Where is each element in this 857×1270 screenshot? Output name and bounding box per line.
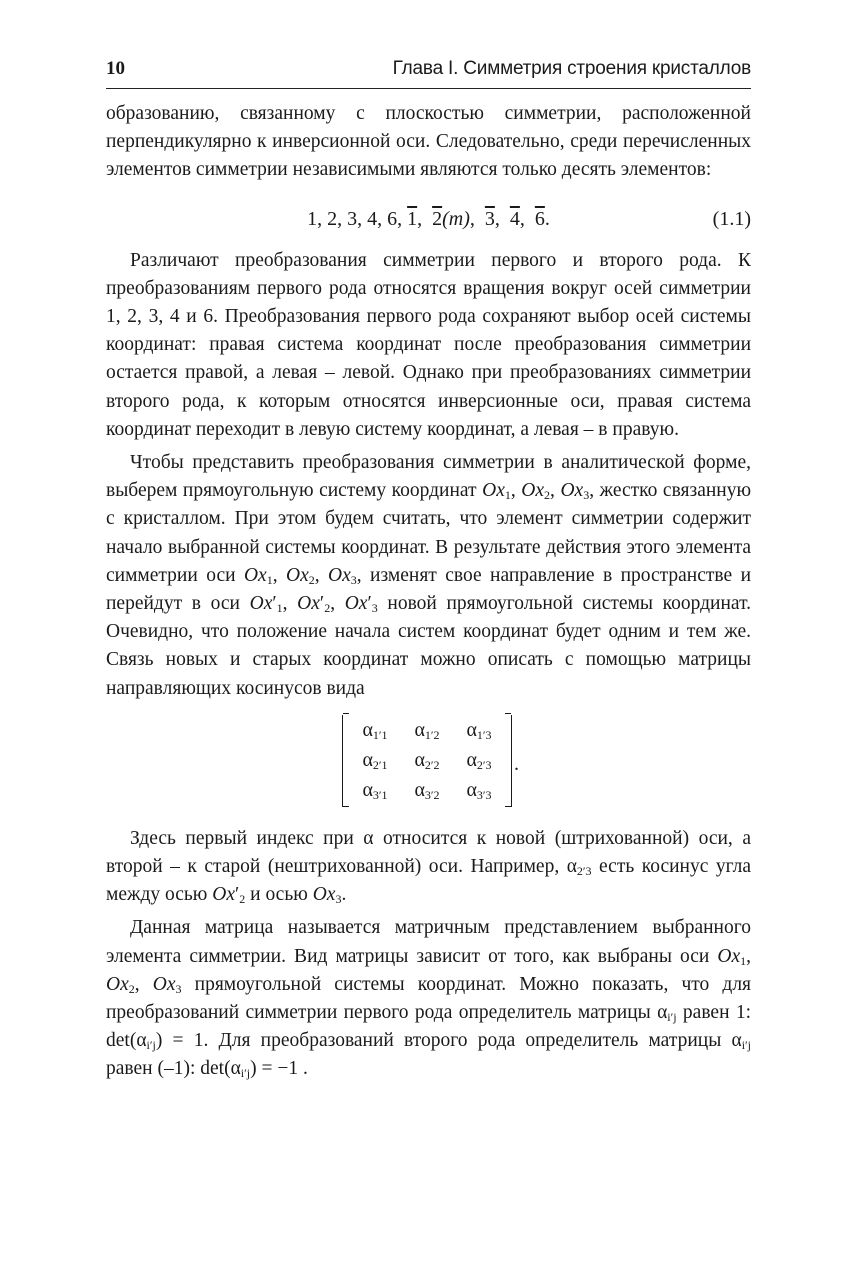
chapter-title: Глава I. Симметрия строения кристаллов bbox=[392, 58, 751, 79]
matrix-cell: $\alpha_{3'1}$ bbox=[362, 778, 388, 802]
matrix-cell: $\alpha_{1'3}$ bbox=[466, 718, 492, 742]
equation-bar-2: 2 bbox=[432, 207, 443, 230]
matrix-row-2 bbox=[343, 745, 511, 775]
paragraph-2: Различают преобразования симметрии первого и второго рода. К преобразованиям первого рода относятся вращения вокруг осей симметрии 1, 2, 3, 4 и 6. Преобразования первого рода сохраняют выбор осей системы координат: правая система координат после преобразования симметрии остается правой, а левая – левой. Однако при преобразованиях симметрии второго рода, к которым относятся инверсионные оси, правая система координат переходит в левую систему координат, а левая – в правую. bbox=[106, 249, 751, 440]
equation-bar-3: 3 bbox=[484, 207, 495, 230]
equation-bar-1: 1 bbox=[407, 207, 418, 230]
paragraph-5-part-e: равен (–1): bbox=[106, 1058, 196, 1080]
paragraph-3-part-a: Чтобы представить преобразования симметрии в аналитической форме, выберем прямоугольную систему координат bbox=[106, 452, 751, 502]
running-header bbox=[106, 58, 751, 89]
equation-1-1: 1, 2, 3, 4, 6, 1, 2(m), 3, 4, 6. (1.1) bbox=[106, 191, 751, 247]
paragraph-4-part-b: есть косинус угла между осью bbox=[106, 856, 752, 906]
matrix-cell: $\alpha_{1'2}$ bbox=[414, 718, 440, 742]
page-number: 10 bbox=[106, 58, 125, 79]
equation-bar-4: 4 bbox=[509, 207, 520, 230]
paragraph-5-part-a: Данная матрица называется матричным представлением выбранного элемента симметрии. Вид матрицы зависит от того, как выбраны оси bbox=[106, 917, 751, 967]
matrix-cell: $\alpha_{1'1}$ bbox=[362, 718, 388, 742]
paragraph-3: Чтобы представить преобразования симметрии в аналитической форме, выберем прямоугольную систему координат $Ox_1$, $Ox_2$, $Ox_3$, жестко связанную с кристаллом. При этом будем считать, что элемент симметрии содержит начало выбранной системы координат. В результате действия этого элемента симметрии оси $Ox_1$, $Ox_2$, $Ox_3$, изменят свое направление в пространстве и перейдут в оси $Ox'_1$, $Ox'_2$, $Ox'_3$ новой прямоугольной системы координат. Очевидно, что положение начала систем координат будет одним и тем же. Связь новых и старых координат можно описать с помощью матрицы направляющих косинусов вида bbox=[106, 452, 752, 699]
direction-cosine-matrix bbox=[106, 711, 751, 815]
matrix-cell: $\alpha_{3'3}$ bbox=[466, 778, 492, 802]
paragraph-5-part-b: прямоугольной системы координат. Можно показать, что для преобразований симметрии первого рода определитель матрицы bbox=[106, 973, 752, 1024]
matrix-cell: $\alpha_{3'2}$ bbox=[414, 778, 440, 802]
matrix-brackets bbox=[342, 715, 512, 807]
paragraph-4-part-a: Здесь первый индекс при α относится к новой (штрихованной) оси, а второй – к старой (нештрихованной) оси. Например, bbox=[106, 827, 751, 878]
paragraph-3-part-d: новой прямоугольной системы координат. Очевидно, что положение начала систем координат будет одним и тем же. Связь новых и старых координат можно описать с помощью матрицы направляющих косинусов вида bbox=[106, 593, 752, 699]
matrix-cell: $\alpha_{2'3}$ bbox=[466, 748, 492, 772]
paragraph-5-part-d: . Для преобразований второго рода определитель матрицы bbox=[203, 1030, 722, 1052]
paragraph-5-part-c: равен 1: bbox=[682, 1002, 752, 1024]
paragraph-5: Данная матрица называется матричным представлением выбранного элемента симметрии. Вид матрицы зависит от того, как выбраны оси $Ox_1$, $Ox_2$, $Ox_3$ прямоугольной системы координат. Можно показать, что для преобразований симметрии первого рода определитель матрицы $\alpha_{i'j}$ равен 1: $\det(\alpha_{i'j}) = 1$. Для преобразований второго рода определитель матрицы $\alpha_{i'j}$ равен (–1): $\det(\alpha_{i'j}) = -1$ . bbox=[106, 917, 752, 1081]
matrix-cell: $\alpha_{2'1}$ bbox=[362, 748, 388, 772]
matrix-row-3 bbox=[343, 775, 511, 805]
page bbox=[106, 58, 751, 1084]
equation-end: . bbox=[544, 207, 550, 230]
paragraph-4-part-c: и осью bbox=[250, 884, 308, 906]
paragraph-4: Здесь первый индекс при α относится к новой (штрихованной) оси, а второй – к старой (нештрихованной) оси. Например, $\alpha_{2'3}$ есть косинус угла между осью $Ox'_2$ и осью $Ox_3$. bbox=[106, 827, 752, 907]
equation-plain-axes: 1, 2, 3, 4, 6, bbox=[307, 207, 403, 230]
matrix-period: . bbox=[514, 752, 519, 775]
paragraph-3-part-b: жестко связанную с кристаллом. При этом будем считать, что элемент симметрии содержит начало выбранной системы координат. В результате действия этого элемента симметрии оси bbox=[106, 480, 752, 586]
paragraph-1: образованию, связанному с плоскостью симметрии, расположенной перпендикулярно к инверсионной оси. Следовательно, среди перечисленных элементов симметрии независимыми являются только десять элементов: bbox=[106, 103, 751, 181]
equation-number: (1.1) bbox=[712, 207, 751, 230]
equation-mirror: (m) bbox=[442, 207, 470, 230]
paragraph-3-part-c: изменят свое направление в пространстве и перейдут в оси bbox=[106, 564, 752, 615]
matrix-row-1 bbox=[343, 715, 511, 745]
equation-bar-6: 6 bbox=[534, 207, 545, 230]
matrix-cell: $\alpha_{2'2}$ bbox=[414, 748, 440, 772]
